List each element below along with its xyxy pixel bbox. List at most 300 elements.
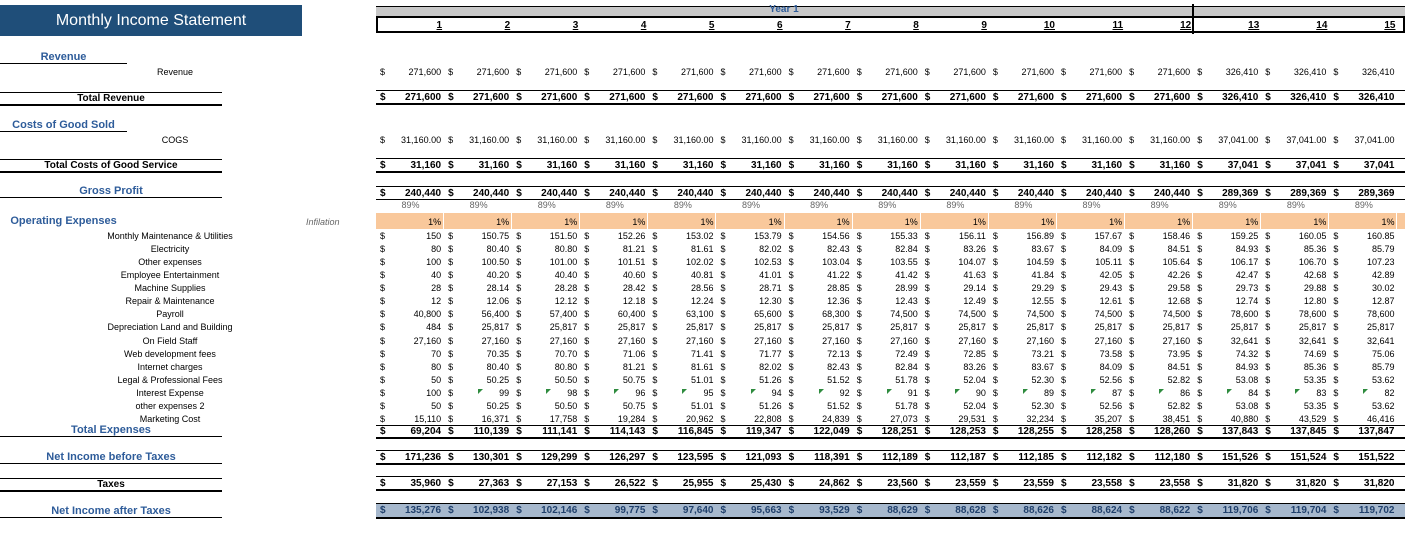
- currency-symbol: $: [380, 135, 386, 145]
- currency-symbol: $: [1265, 335, 1271, 346]
- opex-row-cell: [448, 309, 509, 321]
- currency-symbol: $: [1129, 400, 1135, 411]
- cogs-cell: [1197, 135, 1258, 147]
- currency-symbol: $: [1265, 270, 1271, 281]
- currency-symbol: $: [924, 135, 930, 145]
- gross-profit-value: 289,369: [1358, 188, 1395, 199]
- currency-symbol: $: [924, 505, 931, 516]
- opex-row-value: 82.02: [759, 244, 782, 255]
- opex-row-cell: [925, 231, 986, 243]
- currency-symbol: $: [1061, 348, 1067, 359]
- opex-row-value: 74.32: [1235, 348, 1259, 359]
- opex-row-value: 105.64: [1162, 257, 1191, 268]
- opex-row-value: 12.30: [759, 296, 782, 307]
- inflation-cell: 1%: [444, 213, 512, 229]
- inflation-cell: 1%: [717, 213, 785, 229]
- opex-row-cell: [721, 362, 782, 374]
- taxes-value: 23,559: [1023, 478, 1054, 489]
- total-revenue-value: 326,410: [1222, 92, 1259, 103]
- gross-profit-value: 240,440: [541, 188, 578, 199]
- opex-row-value: 42.26: [1167, 270, 1191, 281]
- total-cogs-value: 31,160: [1023, 160, 1054, 171]
- opex-row-value: 27,160: [890, 335, 918, 346]
- opex-row-cell: [1265, 283, 1326, 295]
- opex-row-cell: [1333, 336, 1394, 348]
- opex-row-value: 16,371: [481, 413, 510, 424]
- opex-row-value: 156.89: [1026, 231, 1054, 241]
- opex-row-value: 68,300: [822, 309, 850, 320]
- currency-symbol: $: [924, 257, 930, 268]
- opex-row-cell: [993, 231, 1054, 243]
- opex-row-value: 53.08: [1235, 400, 1259, 411]
- currency-symbol: $: [584, 374, 590, 385]
- currency-symbol: $: [1061, 231, 1067, 241]
- month-header-2: 2: [504, 20, 511, 31]
- currency-symbol: $: [448, 309, 454, 320]
- opex-row-value: 86: [1180, 387, 1191, 398]
- currency-symbol: $: [652, 257, 658, 268]
- currency-symbol: $: [856, 296, 862, 307]
- opex-row-value: 80.40: [486, 361, 510, 372]
- total-revenue-value: 271,600: [609, 92, 646, 103]
- total-cogs-value: 31,160: [1091, 160, 1123, 171]
- cogs-cell: [380, 135, 441, 147]
- cogs-cell: [448, 135, 509, 147]
- currency-symbol: $: [720, 296, 726, 307]
- row-rule: [376, 103, 1405, 105]
- currency-symbol: $: [652, 361, 658, 372]
- currency-symbol: $: [720, 257, 726, 268]
- currency-symbol: $: [1061, 160, 1067, 171]
- opex-row-value: 12.68: [1167, 296, 1191, 307]
- opex-row-value: 42.05: [1099, 270, 1123, 281]
- revenue-cell: [721, 67, 782, 79]
- total-expenses-value: 122,049: [813, 426, 850, 437]
- currency-symbol: $: [516, 67, 522, 77]
- opex-row-value: 52.04: [963, 400, 986, 411]
- opex-row-value: 81.21: [622, 361, 646, 372]
- row-rule: [376, 171, 1405, 173]
- opex-row-cell: [448, 270, 509, 282]
- currency-symbol: $: [992, 478, 999, 489]
- total-revenue-value: 271,600: [1017, 92, 1054, 103]
- currency-symbol: $: [788, 387, 794, 398]
- opex-row-cell: [925, 401, 986, 413]
- row-rule: [376, 425, 1405, 426]
- opex-row-cell: [1197, 231, 1258, 243]
- total-cogs-value: 37,041: [1227, 160, 1259, 171]
- currency-symbol: $: [1061, 244, 1067, 255]
- currency-symbol: $: [380, 505, 386, 516]
- inflation-cell: 1%: [921, 213, 989, 229]
- total-expenses-value: 128,255: [1017, 426, 1054, 437]
- taxes-value: 35,960: [410, 478, 442, 489]
- inflation-cell: 1%: [1329, 213, 1397, 229]
- currency-symbol: $: [652, 160, 658, 171]
- formula-warning-marker: [478, 389, 483, 394]
- currency-symbol: $: [1265, 452, 1271, 463]
- cogs-value: 31,160.00: [741, 135, 782, 145]
- opex-row-value: 105.11: [1095, 257, 1123, 268]
- opex-row-label: Machine Supplies: [134, 283, 206, 294]
- opex-row-cell: [448, 257, 509, 269]
- net-before-tax-value: 112,187: [950, 452, 986, 463]
- opex-row-value: 28.56: [690, 283, 714, 294]
- inflation-cell: 1%: [1057, 213, 1125, 229]
- total-cogs-value: 31,160: [410, 160, 442, 171]
- opex-row-value: 101.51: [617, 257, 646, 268]
- currency-symbol: $: [584, 335, 590, 346]
- opex-row-cell: [721, 309, 782, 321]
- opex-row-value: 51.52: [827, 400, 850, 411]
- currency-symbol: $: [924, 231, 930, 241]
- currency-symbol: $: [448, 426, 454, 437]
- opex-row-value: 51.26: [759, 374, 782, 385]
- row-rule: [376, 437, 1405, 439]
- gross-profit-value: 240,440: [949, 188, 986, 199]
- currency-symbol: $: [788, 188, 795, 199]
- currency-symbol: $: [720, 160, 727, 171]
- currency-symbol: $: [584, 257, 590, 268]
- opex-row-value: 29.58: [1167, 283, 1191, 294]
- opex-row-value: 100: [426, 257, 442, 268]
- opex-row-cell: [721, 270, 782, 282]
- opex-row-value: 32,641: [1230, 335, 1259, 346]
- opex-row-value: 51.78: [895, 374, 918, 385]
- opex-row-value: 28.42: [622, 283, 646, 294]
- opex-row-cell: [380, 257, 441, 269]
- revenue-value: 326,410: [1293, 67, 1327, 77]
- currency-symbol: $: [448, 244, 454, 255]
- inflation-cell: 1%: [989, 213, 1057, 229]
- opex-row-cell: [1333, 309, 1394, 321]
- month-header-10: 10: [1043, 20, 1055, 31]
- opex-row-cell: [380, 401, 441, 413]
- currency-symbol: $: [856, 135, 862, 145]
- currency-symbol: $: [856, 335, 862, 346]
- formula-warning-marker: [751, 389, 756, 394]
- revenue-cell: [1333, 67, 1394, 79]
- net-before-tax-value: 151,522: [1358, 452, 1395, 463]
- currency-symbol: $: [720, 400, 726, 411]
- opex-row-value: 25,817: [890, 322, 918, 333]
- opex-row-value: 24,839: [822, 413, 850, 424]
- currency-symbol: $: [1265, 400, 1271, 411]
- revenue-value: 271,600: [476, 67, 510, 77]
- currency-symbol: $: [720, 270, 726, 281]
- row-rule: [376, 503, 1405, 504]
- revenue-value: 271,600: [408, 67, 442, 77]
- year-divider: [1192, 4, 1194, 34]
- currency-symbol: $: [720, 335, 726, 346]
- currency-symbol: $: [1333, 160, 1339, 171]
- opex-row-value: 83.67: [1031, 361, 1054, 372]
- total-expenses-value: 128,258: [1085, 426, 1123, 437]
- currency-symbol: $: [1061, 413, 1067, 424]
- currency-symbol: $: [1129, 92, 1135, 103]
- opex-row-cell: [925, 283, 986, 295]
- opex-row-cell: [1197, 362, 1258, 374]
- currency-symbol: $: [652, 478, 658, 489]
- opex-row-value: 27,160: [958, 335, 986, 346]
- total-revenue-value: 271,600: [473, 92, 510, 103]
- opex-row-value: 151.50: [549, 231, 578, 241]
- currency-symbol: $: [1333, 322, 1339, 333]
- opex-row-value: 65,600: [754, 309, 782, 320]
- opex-row-cell: [516, 231, 577, 243]
- currency-symbol: $: [652, 387, 658, 398]
- opex-row-label: Depreciation Land and Building: [107, 322, 233, 333]
- opex-row-value: 90: [975, 387, 986, 398]
- formula-warning-marker: [955, 389, 960, 394]
- opex-row-cell: [1129, 362, 1190, 374]
- currency-symbol: $: [584, 231, 590, 241]
- revenue-cell: [789, 67, 850, 79]
- currency-symbol: $: [1061, 283, 1067, 294]
- opex-row-value: 25,817: [1366, 322, 1395, 333]
- inflation-cell: 1%: [785, 213, 853, 229]
- opex-row-cell: [380, 270, 441, 282]
- total-expenses-value: 137,843: [1222, 426, 1259, 437]
- opex-row-cell: [516, 322, 577, 334]
- formula-warning-marker: [1295, 389, 1300, 394]
- net-after-tax-value: 97,640: [682, 505, 714, 516]
- currency-symbol: $: [720, 135, 726, 145]
- opex-row-cell: [516, 336, 577, 348]
- opex-row-cell: [925, 375, 986, 387]
- opex-row-value: 91: [907, 387, 918, 398]
- opex-row-cell: [1333, 322, 1394, 334]
- currency-symbol: $: [1197, 452, 1203, 463]
- currency-symbol: $: [516, 413, 522, 424]
- opex-row-value: 27,160: [754, 335, 782, 346]
- opex-row-value: 12.55: [1031, 296, 1054, 307]
- opex-row-cell: [652, 349, 713, 361]
- cogs-cell: [1265, 135, 1326, 147]
- currency-symbol: $: [720, 348, 726, 359]
- opex-row-value: 40: [431, 270, 442, 281]
- net-after-tax-value: 135,276: [404, 505, 442, 516]
- currency-symbol: $: [1061, 374, 1067, 385]
- opex-row-value: 25,817: [1094, 322, 1123, 333]
- cogs-cell: [516, 135, 577, 147]
- opex-row-value: 107.23: [1366, 257, 1395, 268]
- currency-symbol: $: [380, 257, 386, 268]
- opex-row-value: 60,400: [617, 309, 646, 320]
- opex-row-value: 27,073: [890, 413, 918, 424]
- month-header-row: [376, 16, 1405, 33]
- currency-symbol: $: [856, 322, 862, 333]
- currency-symbol: $: [1129, 135, 1135, 145]
- opex-row-value: 74,500: [958, 309, 986, 320]
- currency-symbol: $: [788, 231, 794, 241]
- currency-symbol: $: [788, 270, 794, 281]
- opex-row-value: 84.51: [1167, 244, 1191, 255]
- currency-symbol: $: [380, 387, 386, 398]
- net-after-tax-cell: [1333, 505, 1394, 517]
- opex-row-value: 83.26: [963, 244, 986, 255]
- currency-symbol: $: [1129, 244, 1135, 255]
- revenue-cell: [652, 67, 713, 79]
- currency-symbol: $: [1061, 188, 1067, 199]
- currency-symbol: $: [516, 400, 522, 411]
- net-before-tax-value: 112,180: [1154, 452, 1191, 463]
- currency-symbol: $: [992, 505, 999, 516]
- opex-row-cell: [1129, 283, 1190, 295]
- currency-symbol: $: [1061, 400, 1067, 411]
- total-revenue-value: 271,600: [813, 92, 850, 103]
- currency-symbol: $: [380, 283, 386, 294]
- opex-row-cell: [1197, 244, 1258, 256]
- revenue-value: 271,600: [1157, 67, 1191, 77]
- cogs-cell: [1061, 135, 1122, 147]
- net-after-tax-value: 102,938: [473, 505, 510, 516]
- opex-row-cell: [1197, 401, 1258, 413]
- currency-symbol: $: [1197, 400, 1203, 411]
- opex-row-value: 25,817: [1026, 322, 1054, 333]
- opex-row-value: 71.41: [690, 348, 714, 359]
- row-rule: [376, 186, 1405, 187]
- opex-row-cell: [448, 231, 509, 243]
- currency-symbol: $: [1197, 335, 1203, 346]
- currency-symbol: $: [1333, 188, 1339, 199]
- opex-row-value: 160.05: [1298, 231, 1327, 241]
- opex-row-value: 81.21: [622, 244, 646, 255]
- currency-symbol: $: [1333, 309, 1339, 320]
- opex-row-value: 84.09: [1099, 361, 1123, 372]
- opex-row-value: 28: [431, 283, 442, 294]
- opex-row-value: 46,416: [1366, 413, 1395, 424]
- opex-row-value: 84.93: [1235, 361, 1259, 372]
- opex-row-value: 12.61: [1099, 296, 1123, 307]
- currency-symbol: $: [1129, 188, 1135, 199]
- opex-row-value: 25,817: [1162, 322, 1191, 333]
- opex-row-cell: [857, 244, 918, 256]
- net-after-tax-value: 93,529: [819, 505, 850, 516]
- opex-row-value: 29.88: [1303, 283, 1327, 294]
- currency-symbol: $: [1129, 296, 1135, 307]
- currency-symbol: $: [992, 322, 998, 333]
- net-after-tax-value: 88,624: [1091, 505, 1123, 516]
- inflation-cell: 1%: [648, 213, 716, 229]
- currency-symbol: $: [652, 309, 658, 320]
- inflation-label: Infilation: [306, 217, 340, 227]
- currency-symbol: $: [856, 67, 862, 77]
- opex-row-cell: [380, 296, 441, 308]
- currency-symbol: $: [1333, 231, 1339, 241]
- currency-symbol: $: [1129, 309, 1135, 320]
- currency-symbol: $: [1197, 413, 1203, 424]
- opex-row-value: 25,817: [481, 322, 510, 333]
- opex-row-cell: [721, 375, 782, 387]
- row-rule: [376, 463, 1405, 465]
- row-rule: [376, 489, 1405, 491]
- currency-symbol: $: [992, 257, 998, 268]
- net-after-tax-cell: [516, 505, 577, 517]
- currency-symbol: $: [448, 188, 454, 199]
- total-cogs-value: 31,160: [682, 160, 714, 171]
- currency-symbol: $: [992, 270, 998, 281]
- opex-row-value: 95: [703, 387, 714, 398]
- taxes-value: 23,559: [955, 478, 986, 489]
- opex-row-cell: [721, 296, 782, 308]
- opex-row-cell: [1197, 270, 1258, 282]
- opex-row-cell: [1061, 296, 1122, 308]
- currency-symbol: $: [516, 92, 522, 103]
- currency-symbol: $: [448, 257, 454, 268]
- currency-symbol: $: [856, 244, 862, 255]
- currency-symbol: $: [924, 452, 931, 463]
- total-revenue-value: 271,600: [1085, 92, 1123, 103]
- currency-symbol: $: [584, 426, 590, 437]
- opex-row-value: 155.33: [890, 231, 918, 241]
- opex-row-cell: [789, 401, 850, 413]
- opex-row-value: 83: [1316, 387, 1327, 398]
- currency-symbol: $: [1265, 374, 1271, 385]
- currency-symbol: $: [652, 505, 658, 516]
- currency-symbol: $: [1197, 374, 1203, 385]
- opex-row-value: 158.46: [1162, 231, 1191, 241]
- currency-symbol: $: [788, 413, 794, 424]
- opex-row-cell: [721, 336, 782, 348]
- opex-row-value: 80.80: [554, 361, 578, 372]
- opex-row-value: 28.71: [759, 283, 782, 294]
- opex-row-value: 12.49: [963, 296, 986, 307]
- currency-symbol: $: [1129, 335, 1135, 346]
- total-expenses-value: 69,204: [410, 426, 442, 437]
- opex-row-value: 19,284: [617, 413, 646, 424]
- currency-symbol: $: [516, 361, 522, 372]
- currency-symbol: $: [992, 296, 998, 307]
- month-header-7: 7: [845, 20, 851, 31]
- opex-row-cell: [584, 283, 645, 295]
- formula-warning-marker: [1159, 389, 1164, 394]
- opex-row-cell: [380, 309, 441, 321]
- revenue-cell: [516, 67, 577, 79]
- opex-row-value: 12.06: [486, 296, 510, 307]
- cogs-cell: [993, 135, 1054, 147]
- currency-symbol: $: [856, 426, 863, 437]
- opex-row-cell: [448, 336, 509, 348]
- opex-row-value: 102.02: [685, 257, 714, 268]
- opex-row-value: 53.08: [1235, 374, 1259, 385]
- taxes-value: 27,153: [546, 478, 578, 489]
- opex-row-cell: [789, 257, 850, 269]
- currency-symbol: $: [788, 335, 794, 346]
- month-header-5: 5: [708, 20, 715, 31]
- currency-symbol: $: [1061, 92, 1067, 103]
- opex-row-value: 153.02: [685, 231, 714, 241]
- opex-row-value: 102.53: [754, 257, 782, 268]
- currency-symbol: $: [856, 361, 862, 372]
- opex-row-cell: [1061, 309, 1122, 321]
- opex-row-cell: [1061, 270, 1122, 282]
- currency-symbol: $: [516, 426, 522, 437]
- currency-symbol: $: [1265, 309, 1271, 320]
- total-revenue-value: 271,600: [541, 92, 578, 103]
- opex-row-cell: [993, 283, 1054, 295]
- cogs-label: COGS: [161, 135, 189, 145]
- cogs-value: 31,160.00: [877, 135, 918, 145]
- currency-symbol: $: [652, 188, 658, 199]
- currency-symbol: $: [992, 160, 999, 171]
- taxes-value: 31,820: [1295, 478, 1327, 489]
- total-cogs-value: 31,160: [887, 160, 918, 171]
- opex-row-cell: [448, 362, 509, 374]
- opex-row-value: 85.36: [1303, 244, 1327, 255]
- net-after-tax-cell: [448, 505, 509, 517]
- month-header-13: 13: [1248, 20, 1260, 31]
